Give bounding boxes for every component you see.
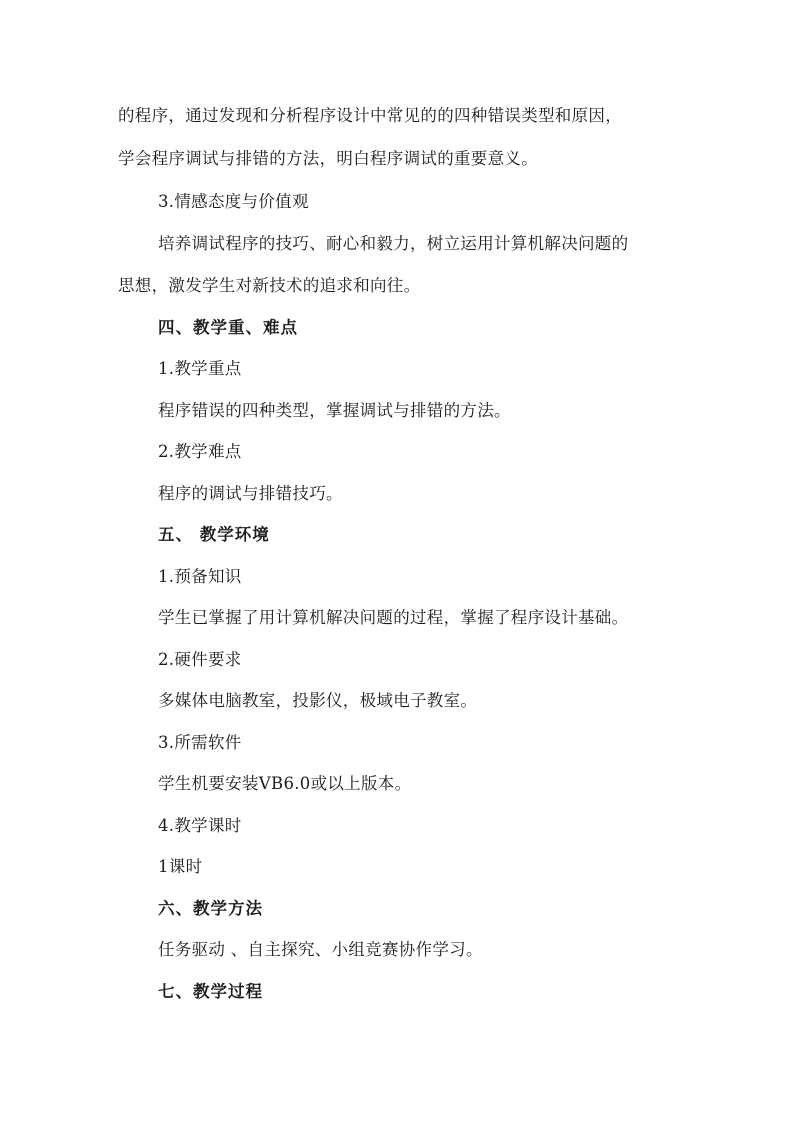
paragraph-line: 思想，激发学生对新技术的追求和向往。 [118,276,421,295]
paragraph-line: 学生机要安装VB6.0或以上版本。 [158,774,412,793]
paragraph-line: 任务驱动 、自主探究、小组竞赛协作学习。 [158,940,483,959]
paragraph-line: 多媒体电脑教室，投影仪，极域电子教室。 [158,691,478,710]
paragraph-line: 学会程序调试与排错的方法，明白程序调试的重要意义。 [118,149,538,168]
subheading-affect-values: 3.情感态度与价值观 [158,192,309,211]
paragraph-line: 1课时 [158,857,203,876]
paragraph-line: 的程序，通过发现和分析程序设计中常见的的四种错误类型和原因， [118,106,622,125]
section-heading-key-points: 四、教学重、难点 [158,318,298,337]
subheading-software: 3.所需软件 [158,733,242,752]
subheading-difficult-point: 2.教学难点 [158,442,242,461]
subheading-prior-knowledge: 1.预备知识 [158,567,242,586]
subheading-key-point: 1.教学重点 [158,359,242,378]
subheading-class-hours: 4.教学课时 [158,816,242,835]
paragraph-line: 程序错误的四种类型，掌握调试与排错的方法。 [158,401,511,420]
section-heading-methods: 六、教学方法 [158,899,263,918]
paragraph-line: 培养调试程序的技巧、耐心和毅力，树立运用计算机解决问题的 [158,234,629,253]
subheading-hardware: 2.硬件要求 [158,650,242,669]
section-heading-environment: 五、 教学环境 [158,525,270,544]
paragraph-line: 学生已掌握了用计算机解决问题的过程，掌握了程序设计基础。 [158,608,629,627]
section-heading-process: 七、教学过程 [158,982,263,1001]
paragraph-line: 程序的调试与排错技巧。 [158,484,343,503]
